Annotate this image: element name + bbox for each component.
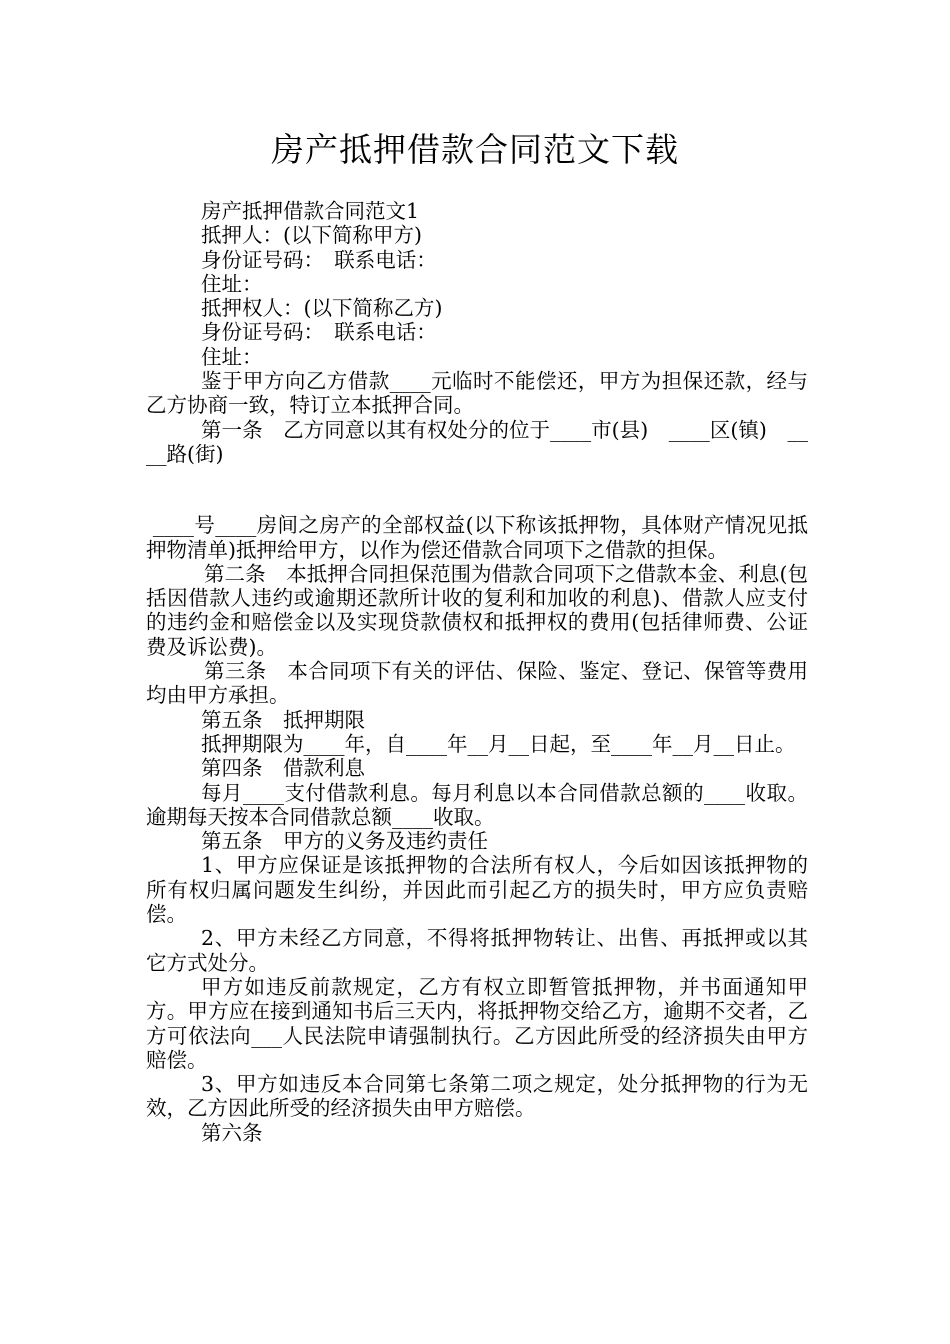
paragraph-article-4-heading: 第四条 借款利息 — [201, 756, 365, 781]
paragraph-preamble: 鉴于甲方向乙方借款____元临时不能偿还，甲方为担保还款，经与乙方协商一致，特订立本抵押合同。 — [146, 369, 808, 418]
paragraph-mortgagee-id: 身份证号码： 联系电话： — [201, 320, 437, 345]
paragraph-violation: 甲方如违反前款规定，乙方有权立即暂管抵押物，并书面通知甲方。甲方应在接到通知书后三天内，将抵押物交给乙方，逾期不交者，乙方可依法向___人民法院申请强制执行。乙方因此所受的经济损失由甲方赔偿。 — [146, 974, 808, 1072]
paragraph-obligation-2: 2、甲方未经乙方同意，不得将抵押物转让、出售、再抵押或以其它方式处分。 — [146, 926, 808, 975]
paragraph-article-5-heading: 第五条 抵押期限 — [201, 707, 365, 732]
paragraph-article-1-cont: ____号____房间之房产的全部权益(以下称该抵押物，具体财产情况见抵押物清单)抵押给甲方，以作为偿还借款合同项下之借款的担保。 — [146, 513, 808, 562]
paragraph-obligations-heading: 第五条 甲方的义务及违约责任 — [201, 829, 488, 854]
paragraph-mortgagee-address: 住址： — [201, 344, 263, 369]
paragraph-term: 抵押期限为____年，自____年__月__日起，至____年__月__日止。 — [201, 731, 796, 756]
paragraph-article-1: 第一条 乙方同意以其有权处分的位于____市(县) ____区(镇) ____路(街) — [146, 417, 808, 466]
paragraph-article-6-heading: 第六条 — [201, 1120, 263, 1145]
section-heading: 房产抵押借款合同范文1 — [201, 199, 420, 223]
document-title: 房产抵押借款合同范文下载 — [271, 130, 679, 169]
paragraph-obligation-1: 1、甲方应保证是该抵押物的合法所有权人，今后如因该抵押物的所有权归属问题发生纠纷，并因此而引起乙方的损失时，甲方应负责赔偿。 — [146, 853, 808, 927]
paragraph-gap — [146, 466, 808, 513]
paragraph-obligation-3: 3、甲方如违反本合同第七条第二项之规定，处分抵押物的行为无效，乙方因此所受的经济损失由甲方赔偿。 — [146, 1072, 808, 1121]
paragraph-mortgagor-id: 身份证号码： 联系电话： — [201, 247, 437, 272]
paragraph-article-3: 第三条 本合同项下有关的评估、保险、鉴定、登记、保管等费用均由甲方承担。 — [146, 659, 808, 708]
paragraph-article-2: 第二条 本抵押合同担保范围为借款合同项下之借款本金、利息(包括因借款人违约或逾期还款所计收的复利和加收的利息)、借款人应支付的违约金和赔偿金以及实现贷款债权和抵押权的费用(包括律师费、公证费及诉讼费)。 — [146, 561, 808, 659]
document-body — [146, 199, 808, 1145]
paragraph-interest: 每月____支付借款利息。每月利息以本合同借款总额的____收取。逾期每天按本合同借款总额____收取。 — [146, 780, 808, 829]
paragraph-mortgagor-address: 住址： — [201, 271, 263, 296]
paragraph-mortgagor: 抵押人：(以下简称甲方) — [201, 223, 422, 248]
paragraph-mortgagee: 抵押权人：(以下简称乙方) — [201, 296, 443, 321]
